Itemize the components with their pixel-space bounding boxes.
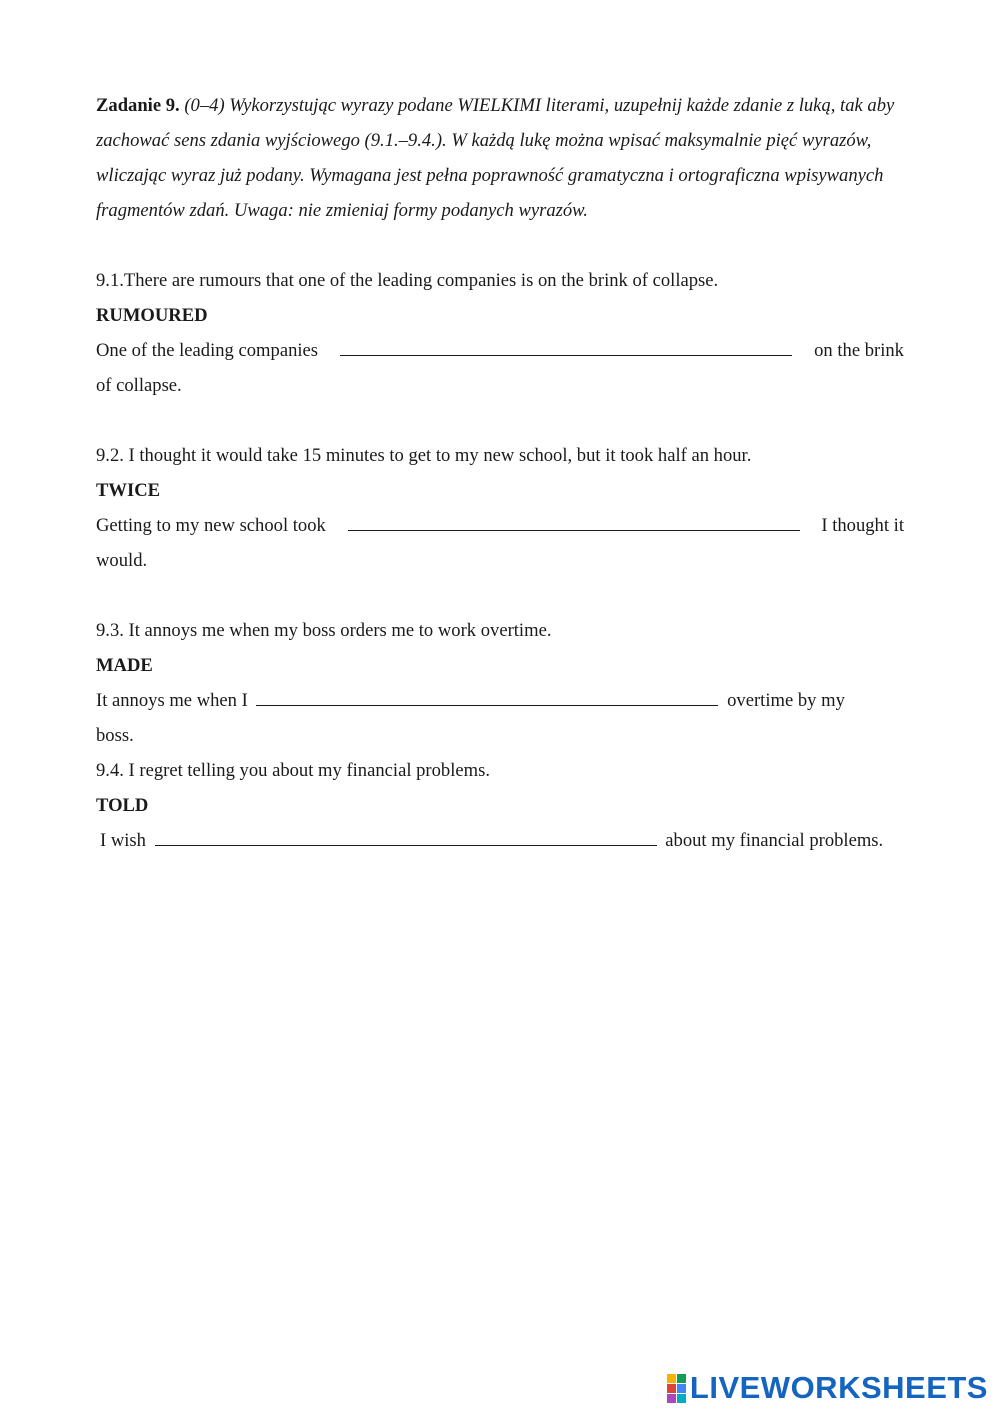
task-prompt-9-4: 9.4. I regret telling you about my financial problems. [96,760,490,781]
gap-before-9-3: It annoys me when I [96,690,248,711]
task-prompt-9-2: 9.2. I thought it would take 15 minutes to get to my new school, but it took half an hour. [96,445,752,466]
keyword-9-3: MADE [96,655,153,676]
keyword-9-1: RUMOURED [96,305,208,326]
gap-after-9-4: about my financial problems. [665,830,884,851]
gap-after-9-2: I thought it [821,515,904,536]
task-prompt-9-3: 9.3. It annoys me when my boss orders me to work overtime. [96,620,552,641]
task-prompt-9-1: 9.1.There are rumours that one of the leading companies is on the brink of collapse. [96,270,719,291]
liveworksheets-logo-text: LIVEWORKSHEETS [689,1370,988,1405]
gap-after-9-1: on the brink [814,340,904,361]
gap-continuation-9-1: of collapse. [96,375,182,396]
gap-sentence-9-3 [96,683,904,753]
liveworksheets-logo-icon [667,1374,686,1403]
answer-blank-9-2[interactable] [348,510,800,531]
worksheet-page [96,88,904,858]
gap-sentence-9-2 [96,508,904,578]
answer-blank-9-4[interactable] [155,825,657,846]
gap-sentence-9-1 [96,333,904,403]
keyword-9-2: TWICE [96,480,161,501]
gap-before-9-4: I wish [100,830,146,851]
gap-before-9-2: Getting to my new school took [96,515,326,536]
answer-blank-9-3[interactable] [256,685,718,706]
gap-before-9-1: One of the leading companies [96,340,319,361]
keyword-9-4: TOLD [96,795,149,816]
gap-continuation-9-2: would. [96,550,148,571]
answer-blank-9-1[interactable] [340,335,792,356]
liveworksheets-logo [667,1370,988,1406]
task-instruction [96,88,904,228]
task-instruction-text: (0–4) Wykorzystując wyrazy podane WIELKIMI literami, uzupełnij każde zdanie z luką, tak aby zachować sens zdania wyjściowego (9.1.–9.4.). W każdą lukę można wpisać maksymalnie pięć wyrazów, wliczając wyraz już podany. Wymagana jest pełna poprawność gramatyczna i ortograficzna wpisywanych fragmentów zdań. Uwaga: nie zmieniaj formy podanych wyrazów. [96,95,895,221]
task-label: Zadanie 9. [96,95,180,116]
gap-sentence-9-4 [96,823,904,858]
gap-after-9-3: overtime by my [727,690,845,711]
gap-continuation-9-3: boss. [96,725,134,746]
